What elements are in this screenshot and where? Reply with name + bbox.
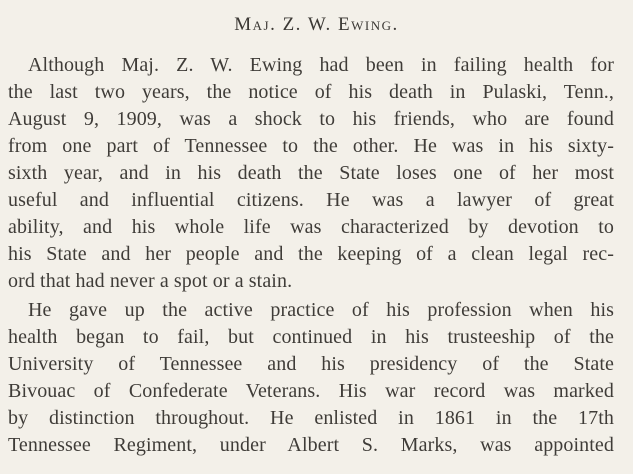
paragraph-line: health began to fail, but continued in his trusteeship of the <box>8 326 614 348</box>
paragraph-line: ord that had never a spot or a stain. <box>8 270 293 292</box>
paragraph-line: Tennessee Regiment, under Albert S. Marks, was appointed <box>8 434 614 456</box>
paragraph-line: from one part of Tennessee to the other. He was in his sixty- <box>8 135 614 157</box>
paragraph-line: He gave up the active practice of his profession when his <box>28 299 614 321</box>
page-title: Maj. Z. W. Ewing. <box>234 14 399 35</box>
paragraph-line: useful and influential citizens. He was a lawyer of great <box>8 189 614 211</box>
paragraph-line: his State and her people and the keeping of a clean legal rec- <box>8 243 614 265</box>
paragraph-line: Bivouac of Confederate Veterans. His war record was marked <box>8 380 614 402</box>
paragraph-line: by distinction throughout. He enlisted in 1861 in the 17th <box>8 407 614 429</box>
paragraph-line: ability, and his whole life was characterized by devotion to <box>8 216 614 238</box>
paragraph-line: University of Tennessee and his presidency of the State <box>8 353 614 375</box>
paragraph-line: Although Maj. Z. W. Ewing had been in failing health for <box>28 54 614 76</box>
paragraph-line: August 9, 1909, was a shock to his friends, who are found <box>8 108 614 130</box>
paragraph-line: the last two years, the notice of his death in Pulaski, Tenn., <box>8 81 614 103</box>
paragraph-line: sixth year, and in his death the State loses one of her most <box>8 162 614 184</box>
